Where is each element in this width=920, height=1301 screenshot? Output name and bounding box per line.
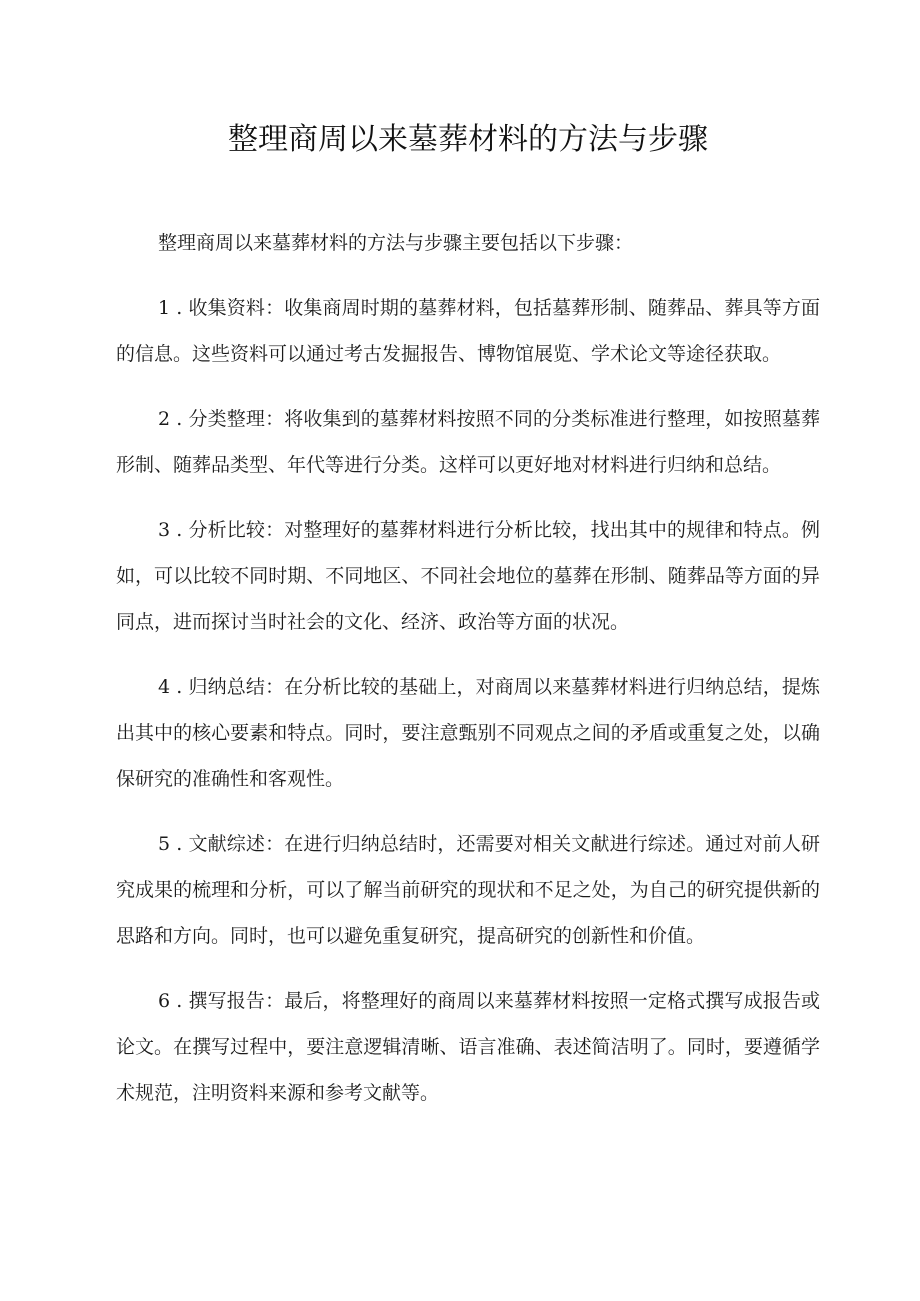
step-number: 4 . — [158, 676, 182, 698]
step-number: 3 . — [158, 519, 182, 541]
step-item — [116, 821, 820, 959]
steps-list — [116, 285, 820, 1116]
step-text: 收集资料：收集商周时期的墓葬材料，包括墓葬形制、随葬品、葬具等方面的信息。这些资料可以通过考古发掘报告、博物馆展览、学术论文等途径获取。 — [116, 297, 820, 365]
step-item — [116, 396, 820, 488]
step-text: 归纳总结：在分析比较的基础上，对商周以来墓葬材料进行归纳总结，提炼出其中的核心要素和特点。同时，要注意甄别不同观点之间的矛盾或重复之处，以确保研究的准确性和客观性。 — [116, 676, 820, 790]
intro-paragraph: 整理商周以来墓葬材料的方法与步骤主要包括以下步骤： — [158, 232, 634, 254]
step-number: 2 . — [158, 408, 182, 430]
step-text: 分析比较：对整理好的墓葬材料进行分析比较，找出其中的规律和特点。例如，可以比较不同时期、不同地区、不同社会地位的墓葬在形制、随葬品等方面的异同点，进而探讨当时社会的文化、经济、政治等方面的状况。 — [116, 519, 820, 633]
step-item — [116, 285, 820, 377]
step-number: 5 . — [158, 833, 182, 855]
step-text: 撰写报告：最后，将整理好的商周以来墓葬材料按照一定格式撰写成报告或论文。在撰写过程中，要注意逻辑清晰、语言准确、表述简洁明了。同时，要遵循学术规范，注明资料来源和参考文献等。 — [116, 990, 820, 1104]
step-number: 1 . — [158, 297, 182, 319]
step-item — [116, 978, 820, 1116]
step-item — [116, 664, 820, 802]
step-text: 分类整理：将收集到的墓葬材料按照不同的分类标准进行整理，如按照墓葬形制、随葬品类型、年代等进行分类。这样可以更好地对材料进行归纳和总结。 — [116, 408, 820, 476]
step-number: 6 . — [158, 990, 182, 1012]
step-text: 文献综述：在进行归纳总结时，还需要对相关文献进行综述。通过对前人研究成果的梳理和分析，可以了解当前研究的现状和不足之处，为自己的研究提供新的思路和方向。同时，也可以避免重复研究，提高研究的创新性和价值。 — [116, 833, 820, 947]
page-title: 整理商周以来墓葬材料的方法与步骤 — [228, 122, 708, 157]
step-item — [116, 507, 820, 645]
